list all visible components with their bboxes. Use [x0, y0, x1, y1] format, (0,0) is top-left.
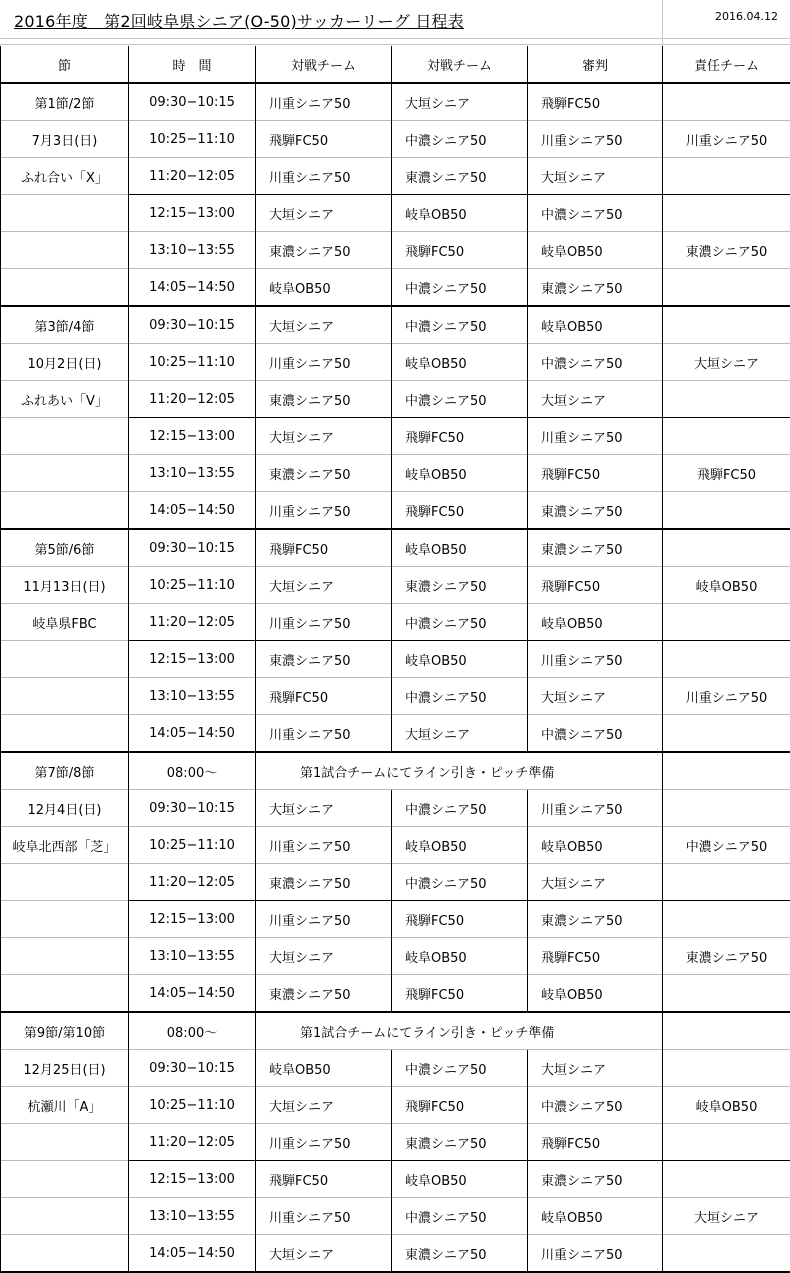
time-cell: 14:05−14:50: [129, 269, 256, 307]
team-cell: 東濃シニア50: [256, 455, 392, 492]
responsible-cell: [663, 752, 790, 790]
header-divider: [0, 44, 790, 45]
note-cell: 第1試合チームにてライン引き・ピッチ準備: [256, 1012, 663, 1050]
referee-cell: 川重シニア50: [528, 121, 663, 158]
round-cell: [1, 975, 129, 1013]
time-cell: 08:00〜: [129, 1012, 256, 1050]
round-cell: ふれ合い「X」: [1, 158, 129, 195]
referee-cell: 飛騨FC50: [528, 1124, 663, 1161]
team-cell: 岐阜OB50: [392, 938, 528, 975]
table-row: [1, 567, 790, 604]
round-cell: [1, 1198, 129, 1235]
team-cell: 東濃シニア50: [392, 567, 528, 604]
table-row: [1, 344, 790, 381]
team-cell: 中濃シニア50: [392, 790, 528, 827]
column-header: 審判: [528, 46, 663, 83]
referee-cell: 大垣シニア: [528, 864, 663, 901]
responsible-cell: [663, 864, 790, 901]
header-divider: [0, 38, 790, 39]
round-cell: 第3節/4節: [1, 306, 129, 344]
team-cell: 中濃シニア50: [392, 306, 528, 344]
header-cell-divider: [662, 0, 663, 46]
referee-cell: 東濃シニア50: [528, 492, 663, 530]
team-cell: 飛騨FC50: [392, 492, 528, 530]
time-cell: 10:25−11:10: [129, 827, 256, 864]
team-cell: 中濃シニア50: [392, 381, 528, 418]
time-cell: 11:20−12:05: [129, 1124, 256, 1161]
table-row: [1, 864, 790, 901]
responsible-cell: 岐阜OB50: [663, 567, 790, 604]
team-cell: 飛騨FC50: [256, 1161, 392, 1198]
team-cell: 飛騨FC50: [392, 232, 528, 269]
schedule-body: [1, 83, 790, 1272]
round-cell: 第7節/8節: [1, 752, 129, 790]
round-cell: 12月25日(日): [1, 1050, 129, 1087]
round-cell: [1, 418, 129, 455]
round-cell: 11月13日(日): [1, 567, 129, 604]
note-row: [1, 1012, 790, 1050]
round-cell: 第5節/6節: [1, 529, 129, 567]
time-cell: 12:15−13:00: [129, 195, 256, 232]
referee-cell: 川重シニア50: [528, 641, 663, 678]
responsible-cell: [663, 715, 790, 753]
time-cell: 13:10−13:55: [129, 938, 256, 975]
team-cell: 川重シニア50: [256, 158, 392, 195]
table-row: [1, 1087, 790, 1124]
team-cell: 東濃シニア50: [256, 641, 392, 678]
table-row: [1, 1124, 790, 1161]
time-cell: 13:10−13:55: [129, 678, 256, 715]
responsible-cell: 大垣シニア: [663, 344, 790, 381]
team-cell: 岐阜OB50: [256, 1050, 392, 1087]
round-cell: 岐阜県FBC: [1, 604, 129, 641]
table-row: [1, 269, 790, 307]
responsible-cell: [663, 418, 790, 455]
table-row: [1, 901, 790, 938]
time-cell: 09:30−10:15: [129, 83, 256, 121]
responsible-cell: [663, 1012, 790, 1050]
time-cell: 11:20−12:05: [129, 158, 256, 195]
referee-cell: 東濃シニア50: [528, 1161, 663, 1198]
time-cell: 09:30−10:15: [129, 306, 256, 344]
round-cell: [1, 864, 129, 901]
table-row: [1, 455, 790, 492]
time-cell: 14:05−14:50: [129, 715, 256, 753]
team-cell: 岐阜OB50: [392, 529, 528, 567]
team-cell: 飛騨FC50: [256, 529, 392, 567]
responsible-cell: [663, 1124, 790, 1161]
referee-cell: 東濃シニア50: [528, 901, 663, 938]
table-row: [1, 1235, 790, 1273]
referee-cell: 中濃シニア50: [528, 195, 663, 232]
responsible-cell: 川重シニア50: [663, 121, 790, 158]
time-cell: 10:25−11:10: [129, 567, 256, 604]
team-cell: 岐阜OB50: [392, 344, 528, 381]
table-row: [1, 492, 790, 530]
team-cell: 岐阜OB50: [392, 1161, 528, 1198]
responsible-cell: [663, 790, 790, 827]
table-row: [1, 121, 790, 158]
responsible-cell: [663, 158, 790, 195]
round-cell: [1, 232, 129, 269]
team-cell: 大垣シニア: [256, 306, 392, 344]
team-cell: 東濃シニア50: [392, 1235, 528, 1273]
column-header: 責任チーム: [663, 46, 790, 83]
team-cell: 川重シニア50: [256, 1124, 392, 1161]
referee-cell: 大垣シニア: [528, 158, 663, 195]
column-header: 時 間: [129, 46, 256, 83]
responsible-cell: 東濃シニア50: [663, 232, 790, 269]
team-cell: 中濃シニア50: [392, 1050, 528, 1087]
table-row: [1, 938, 790, 975]
table-row: [1, 1198, 790, 1235]
referee-cell: 岐阜OB50: [528, 604, 663, 641]
time-cell: 09:30−10:15: [129, 1050, 256, 1087]
team-cell: 川重シニア50: [256, 901, 392, 938]
table-row: [1, 381, 790, 418]
round-cell: 岐阜北西部「芝」: [1, 827, 129, 864]
team-cell: 東濃シニア50: [256, 864, 392, 901]
time-cell: 13:10−13:55: [129, 232, 256, 269]
round-cell: [1, 269, 129, 307]
responsible-cell: 飛騨FC50: [663, 455, 790, 492]
responsible-cell: [663, 83, 790, 121]
table-row: [1, 1161, 790, 1198]
round-cell: 10月2日(日): [1, 344, 129, 381]
team-cell: 川重シニア50: [256, 715, 392, 753]
time-cell: 10:25−11:10: [129, 1087, 256, 1124]
round-cell: 第9節/第10節: [1, 1012, 129, 1050]
referee-cell: 川重シニア50: [528, 790, 663, 827]
table-row: [1, 790, 790, 827]
round-cell: ふれあい「V」: [1, 381, 129, 418]
note-row: [1, 752, 790, 790]
round-cell: [1, 195, 129, 232]
team-cell: 岐阜OB50: [392, 827, 528, 864]
title-row: [0, 0, 790, 38]
responsible-cell: [663, 975, 790, 1013]
team-cell: 東濃シニア50: [256, 975, 392, 1013]
referee-cell: 飛騨FC50: [528, 938, 663, 975]
team-cell: 川重シニア50: [256, 492, 392, 530]
referee-cell: 飛騨FC50: [528, 567, 663, 604]
team-cell: 飛騨FC50: [256, 678, 392, 715]
round-cell: [1, 715, 129, 753]
header-row: [1, 46, 790, 83]
team-cell: 川重シニア50: [256, 344, 392, 381]
team-cell: 中濃シニア50: [392, 604, 528, 641]
round-cell: [1, 455, 129, 492]
time-cell: 11:20−12:05: [129, 381, 256, 418]
team-cell: 大垣シニア: [256, 1235, 392, 1273]
responsible-cell: [663, 492, 790, 530]
team-cell: 大垣シニア: [256, 195, 392, 232]
team-cell: 中濃シニア50: [392, 1198, 528, 1235]
time-cell: 12:15−13:00: [129, 418, 256, 455]
responsible-cell: [663, 1235, 790, 1273]
round-cell: [1, 678, 129, 715]
responsible-cell: [663, 1050, 790, 1087]
time-cell: 11:20−12:05: [129, 864, 256, 901]
time-cell: 13:10−13:55: [129, 1198, 256, 1235]
team-cell: 東濃シニア50: [392, 158, 528, 195]
responsible-cell: [663, 306, 790, 344]
responsible-cell: 中濃シニア50: [663, 827, 790, 864]
responsible-cell: [663, 641, 790, 678]
round-cell: [1, 1124, 129, 1161]
team-cell: 飛騨FC50: [392, 901, 528, 938]
referee-cell: 飛騨FC50: [528, 455, 663, 492]
table-row: [1, 195, 790, 232]
table-row: [1, 678, 790, 715]
team-cell: 大垣シニア: [392, 83, 528, 121]
round-cell: 7月3日(日): [1, 121, 129, 158]
table-row: [1, 529, 790, 567]
team-cell: 大垣シニア: [256, 790, 392, 827]
table-row: [1, 827, 790, 864]
responsible-cell: [663, 381, 790, 418]
responsible-cell: [663, 195, 790, 232]
referee-cell: 大垣シニア: [528, 1050, 663, 1087]
round-cell: [1, 1161, 129, 1198]
table-row: [1, 158, 790, 195]
table-row: [1, 975, 790, 1013]
time-cell: 14:05−14:50: [129, 975, 256, 1013]
responsible-cell: [663, 529, 790, 567]
responsible-cell: 東濃シニア50: [663, 938, 790, 975]
column-header: 節: [1, 46, 129, 83]
time-cell: 09:30−10:15: [129, 790, 256, 827]
team-cell: 中濃シニア50: [392, 864, 528, 901]
time-cell: 08:00〜: [129, 752, 256, 790]
table-row: [1, 641, 790, 678]
document-date: 2016.04.12: [715, 10, 778, 23]
team-cell: 中濃シニア50: [392, 121, 528, 158]
table-row: [1, 418, 790, 455]
round-cell: 第1節/2節: [1, 83, 129, 121]
time-cell: 11:20−12:05: [129, 604, 256, 641]
round-cell: [1, 492, 129, 530]
team-cell: 岐阜OB50: [392, 455, 528, 492]
team-cell: 川重シニア50: [256, 827, 392, 864]
responsible-cell: [663, 901, 790, 938]
responsible-cell: 岐阜OB50: [663, 1087, 790, 1124]
team-cell: 大垣シニア: [392, 715, 528, 753]
responsible-cell: [663, 269, 790, 307]
referee-cell: 東濃シニア50: [528, 269, 663, 307]
team-cell: 大垣シニア: [256, 938, 392, 975]
column-header: 対戦チーム: [256, 46, 392, 83]
referee-cell: 川重シニア50: [528, 1235, 663, 1273]
responsible-cell: [663, 604, 790, 641]
team-cell: 岐阜OB50: [256, 269, 392, 307]
team-cell: 大垣シニア: [256, 1087, 392, 1124]
team-cell: 川重シニア50: [256, 604, 392, 641]
referee-cell: 岐阜OB50: [528, 827, 663, 864]
team-cell: 川重シニア50: [256, 1198, 392, 1235]
team-cell: 東濃シニア50: [256, 381, 392, 418]
team-cell: 飛騨FC50: [392, 418, 528, 455]
responsible-cell: 大垣シニア: [663, 1198, 790, 1235]
referee-cell: 岐阜OB50: [528, 232, 663, 269]
referee-cell: 大垣シニア: [528, 678, 663, 715]
referee-cell: 岐阜OB50: [528, 1198, 663, 1235]
team-cell: 大垣シニア: [256, 418, 392, 455]
referee-cell: 岐阜OB50: [528, 306, 663, 344]
round-cell: [1, 1235, 129, 1273]
referee-cell: 中濃シニア50: [528, 344, 663, 381]
time-cell: 13:10−13:55: [129, 455, 256, 492]
referee-cell: 東濃シニア50: [528, 529, 663, 567]
schedule-table: [0, 46, 790, 1273]
referee-cell: 中濃シニア50: [528, 1087, 663, 1124]
table-row: [1, 306, 790, 344]
team-cell: 中濃シニア50: [392, 269, 528, 307]
team-cell: 岐阜OB50: [392, 195, 528, 232]
referee-cell: 岐阜OB50: [528, 975, 663, 1013]
time-cell: 14:05−14:50: [129, 492, 256, 530]
round-cell: 杭瀬川「A」: [1, 1087, 129, 1124]
table-row: [1, 604, 790, 641]
team-cell: 川重シニア50: [256, 83, 392, 121]
round-cell: [1, 901, 129, 938]
referee-cell: 中濃シニア50: [528, 715, 663, 753]
referee-cell: 飛騨FC50: [528, 83, 663, 121]
team-cell: 飛騨FC50: [392, 1087, 528, 1124]
column-header: 対戦チーム: [392, 46, 528, 83]
referee-cell: 川重シニア50: [528, 418, 663, 455]
time-cell: 12:15−13:00: [129, 641, 256, 678]
team-cell: 東濃シニア50: [392, 1124, 528, 1161]
time-cell: 10:25−11:10: [129, 344, 256, 381]
team-cell: 飛騨FC50: [256, 121, 392, 158]
round-cell: [1, 641, 129, 678]
time-cell: 12:15−13:00: [129, 1161, 256, 1198]
table-row: [1, 232, 790, 269]
time-cell: 14:05−14:50: [129, 1235, 256, 1273]
time-cell: 09:30−10:15: [129, 529, 256, 567]
responsible-cell: 川重シニア50: [663, 678, 790, 715]
team-cell: 東濃シニア50: [256, 232, 392, 269]
table-row: [1, 715, 790, 753]
time-cell: 12:15−13:00: [129, 901, 256, 938]
table-row: [1, 1050, 790, 1087]
round-cell: 12月4日(日): [1, 790, 129, 827]
team-cell: 岐阜OB50: [392, 641, 528, 678]
note-cell: 第1試合チームにてライン引き・ピッチ準備: [256, 752, 663, 790]
referee-cell: 大垣シニア: [528, 381, 663, 418]
responsible-cell: [663, 1161, 790, 1198]
team-cell: 大垣シニア: [256, 567, 392, 604]
page-title: 2016年度 第2回岐阜県シニア(O-50)サッカーリーグ 日程表: [14, 9, 464, 32]
team-cell: 中濃シニア50: [392, 678, 528, 715]
round-cell: [1, 938, 129, 975]
team-cell: 飛騨FC50: [392, 975, 528, 1013]
time-cell: 10:25−11:10: [129, 121, 256, 158]
table-row: [1, 83, 790, 121]
